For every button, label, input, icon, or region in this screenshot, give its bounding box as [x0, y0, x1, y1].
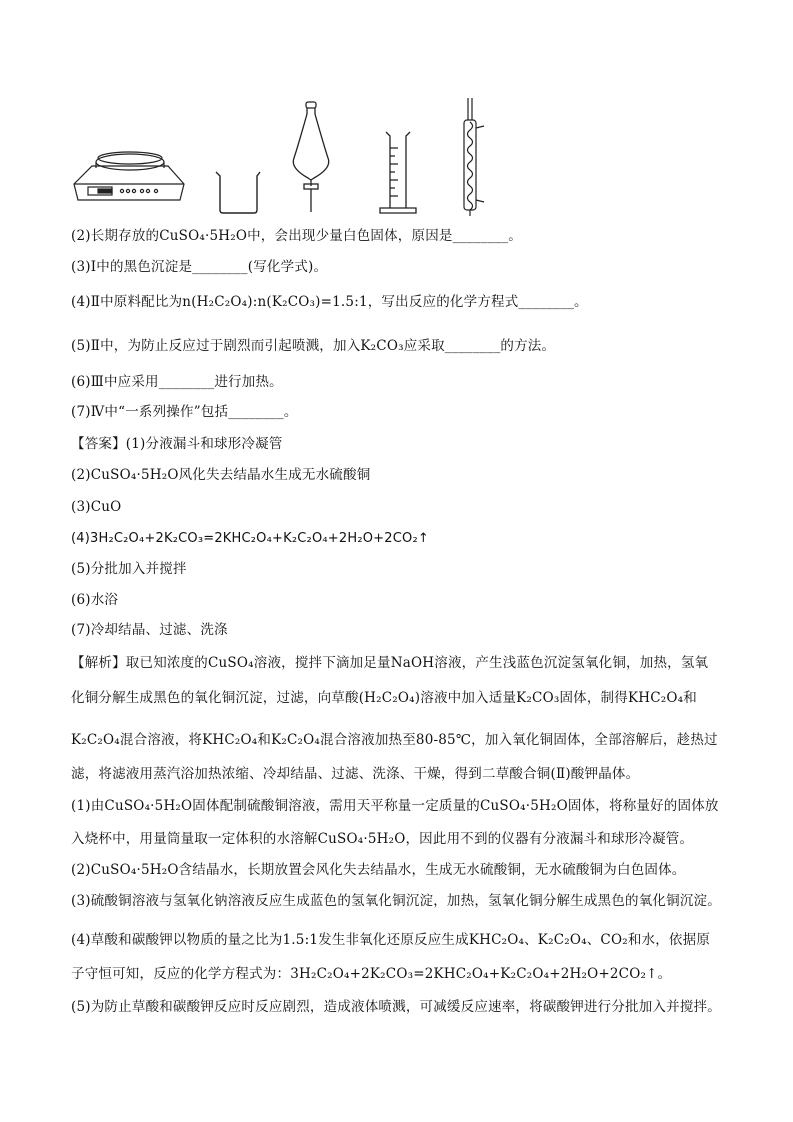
analysis-line-8: (3)硫酸铜溶液与氢氧化钠溶液反应生成蓝色的氢氧化铜沉淀，加热，氢氧化铜分解生成黑色的氧化铜沉淀。 [71, 893, 721, 909]
analysis-line-3: K₂C₂O₄混合溶液，将KHC₂O₄和K₂C₂O₄混合溶液加热至80-85℃，加入氧化铜固体，全部溶解后，趁热过 [71, 732, 718, 748]
balance-icon [74, 152, 184, 200]
separatory-funnel-icon [293, 102, 328, 212]
answer-2: (2)CuSO₄·5H₂O风化失去结晶水生成无水硫酸铜 [71, 467, 371, 483]
answer-3: (3)CuO [71, 499, 122, 515]
question-4: (4)Ⅱ中原料配比为n(H₂C₂O₄):n(K₂CO₃)=1.5:1，写出反应的化学方程式________。 [71, 294, 588, 310]
answer-4: (4)3H₂C₂O₄+2K₂CO₃=2KHC₂O₄+K₂C₂O₄+2H₂O+2CO₂↑ [71, 531, 429, 546]
question-3: (3)Ⅰ中的黑色沉淀是________(写化学式)。 [71, 259, 328, 275]
answer-7: (7)冷却结晶、过滤、洗涤 [71, 622, 228, 638]
apparatus-illustration [68, 96, 508, 220]
analysis-line-2: 化铜分解生成黑色的氧化铜沉淀，过滤，向草酸(H₂C₂O₄)溶液中加入适量K₂CO₃固体，制得KHC₂O₄和 [71, 690, 697, 706]
graduated-cylinder-icon [380, 132, 416, 213]
bulb-condenser-icon [464, 98, 484, 216]
analysis-line-5: (1)由CuSO₄·5H₂O固体配制硫酸铜溶液，需用天平称量一定质量的CuSO₄·5H₂O固体，将称量好的固体放 [71, 798, 719, 814]
question-6: (6)Ⅲ中应采用________进行加热。 [71, 374, 283, 390]
analysis-line-10: 子守恒可知，反应的化学方程式为：3H₂C₂O₄+2K₂CO₃=2KHC₂O₄+K₂C₂O₄+2H₂O+2CO₂↑。 [71, 966, 672, 982]
analysis-line-9: (4)草酸和碳酸钾以物质的量之比为1.5:1发生非氧化还原反应生成KHC₂O₄、K₂C₂O₄、CO₂和水，依据原 [71, 932, 711, 948]
answer-1: 【答案】(1)分液漏斗和球形冷凝管 [71, 436, 283, 452]
question-2: (2)长期存放的CuSO₄·5H₂O中，会出现少量白色固体，原因是________。 [71, 228, 522, 244]
question-7: (7)Ⅳ中“一系列操作”包括________。 [71, 404, 298, 420]
analysis-line-7: (2)CuSO₄·5H₂O含结晶水，长期放置会风化失去结晶水，生成无水硫酸铜，无水硫酸铜为白色固体。 [71, 862, 686, 878]
analysis-line-6: 入烧杯中，用量筒量取一定体积的水溶解CuSO₄·5H₂O，因此用不到的仪器有分液漏斗和球形冷凝管。 [71, 831, 694, 847]
analysis-line-11: (5)为防止草酸和碳酸钾反应时反应剧烈，造成液体喷溅，可减缓反应速率，将碳酸钾进行分批加入并搅拌。 [71, 999, 721, 1015]
answer-5: (5)分批加入并搅拌 [71, 561, 187, 577]
answer-6: (6)水浴 [71, 592, 119, 608]
beaker-icon [216, 172, 260, 213]
analysis-line-4: 滤，将滤液用蒸汽浴加热浓缩、冷却结晶、过滤、洗涤、干燥，得到二草酸合铜(Ⅱ)酸钾晶体。 [71, 766, 640, 782]
analysis-line-1: 【解析】取已知浓度的CuSO₄溶液，搅拌下滴加足量NaOH溶液，产生浅蓝色沉淀氢氧化铜，加热，氢氧 [71, 655, 709, 671]
question-5: (5)Ⅱ中，为防止反应过于剧烈而引起喷溅，加入K₂CO₃应采取________的方法。 [71, 338, 556, 354]
